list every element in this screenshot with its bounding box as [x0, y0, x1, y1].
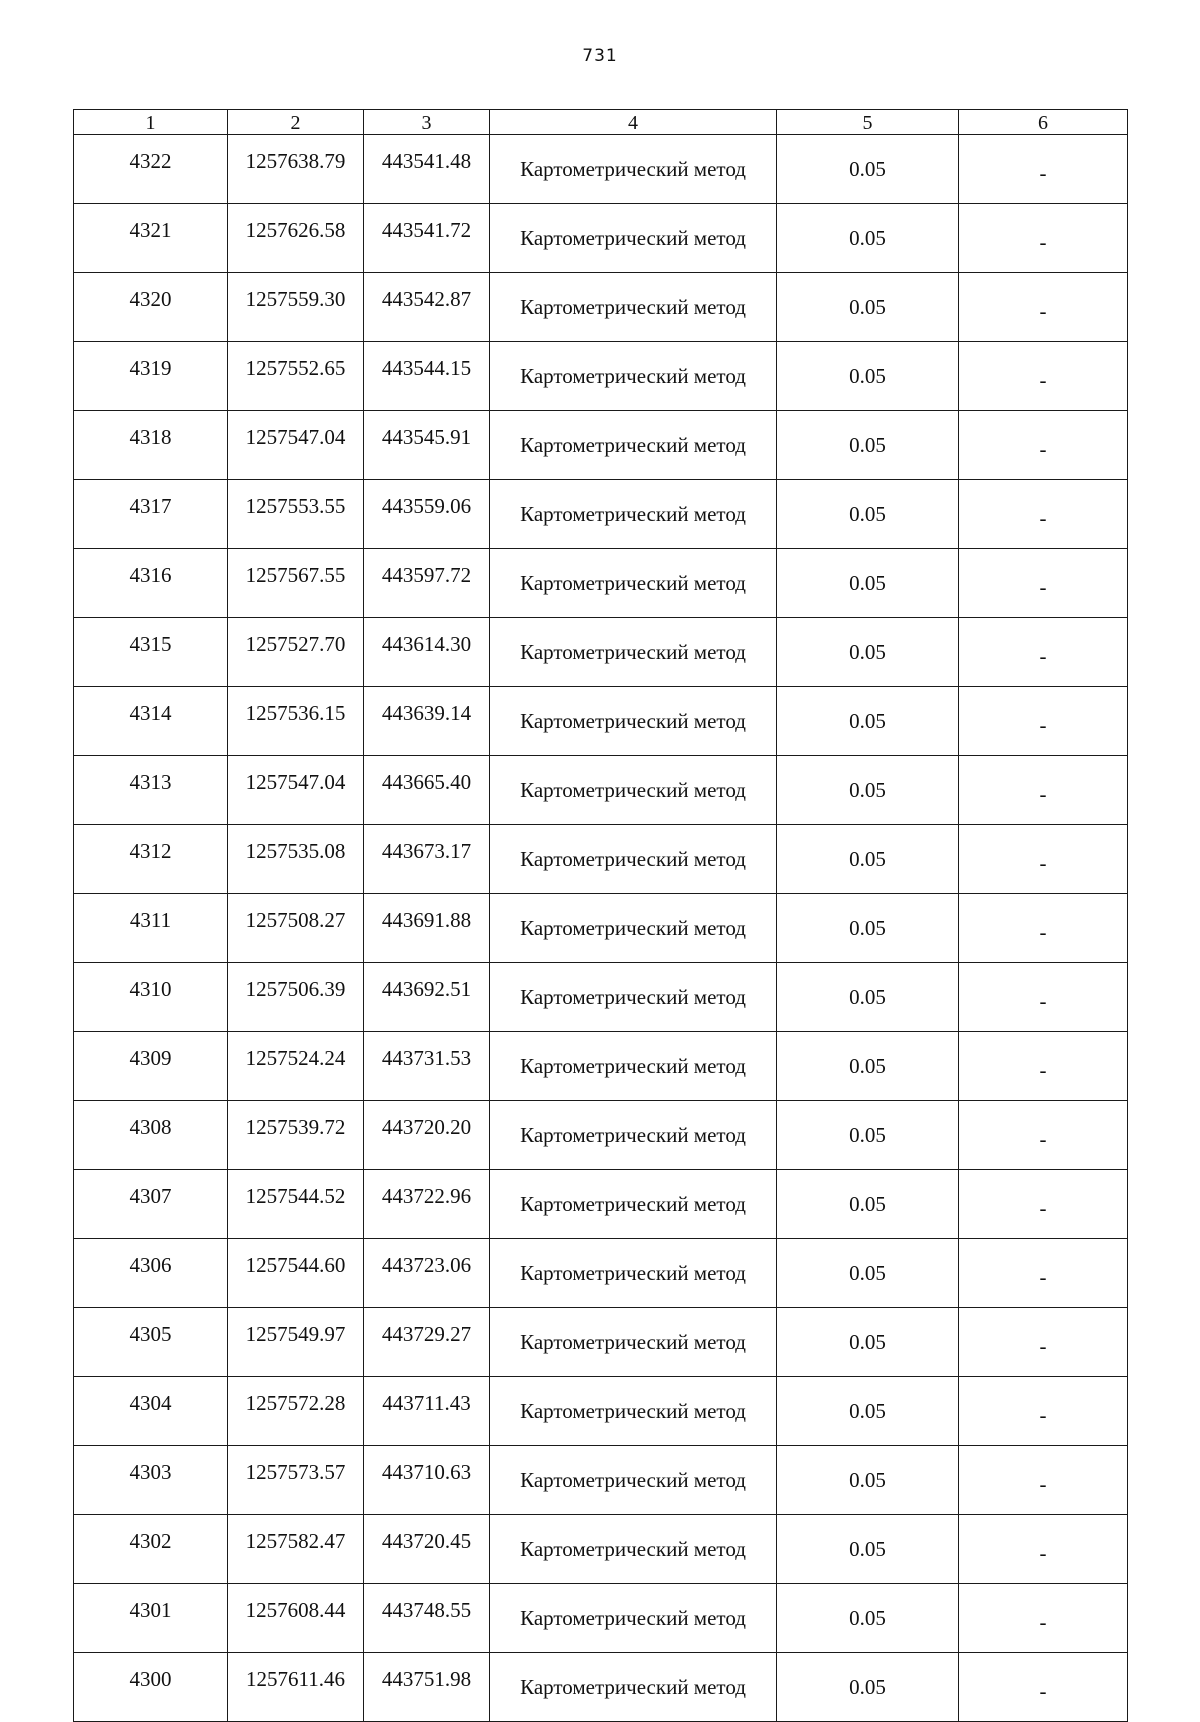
- y-coordinate-cell: 443748.55: [364, 1584, 490, 1653]
- precision-cell: 0.05: [777, 342, 959, 411]
- method-cell: Картометрический метод: [490, 894, 777, 963]
- x-coordinate-cell: 1257544.60: [228, 1239, 364, 1308]
- x-coordinate-cell: 1257608.44: [228, 1584, 364, 1653]
- point-number-cell: 4307: [74, 1170, 228, 1239]
- precision-cell: 0.05: [777, 1377, 959, 1446]
- table-row: [74, 1308, 1128, 1377]
- column-header-6: 6: [959, 110, 1128, 135]
- point-number-cell: 4315: [74, 618, 228, 687]
- table-row: [74, 1101, 1128, 1170]
- point-number-cell: 4317: [74, 480, 228, 549]
- x-coordinate-cell: 1257544.52: [228, 1170, 364, 1239]
- x-coordinate-cell: 1257553.55: [228, 480, 364, 549]
- precision-cell: 0.05: [777, 549, 959, 618]
- table-header: [74, 110, 1128, 135]
- x-coordinate-cell: 1257547.04: [228, 756, 364, 825]
- table-row: [74, 618, 1128, 687]
- table-row: [74, 135, 1128, 204]
- y-coordinate-cell: 443559.06: [364, 480, 490, 549]
- note-cell: -: [959, 411, 1128, 480]
- x-coordinate-cell: 1257547.04: [228, 411, 364, 480]
- precision-cell: 0.05: [777, 1653, 959, 1722]
- precision-cell: 0.05: [777, 687, 959, 756]
- precision-cell: 0.05: [777, 1446, 959, 1515]
- method-cell: Картометрический метод: [490, 204, 777, 273]
- method-cell: Картометрический метод: [490, 1584, 777, 1653]
- precision-cell: 0.05: [777, 273, 959, 342]
- precision-cell: 0.05: [777, 963, 959, 1032]
- y-coordinate-cell: 443544.15: [364, 342, 490, 411]
- table-row: [74, 273, 1128, 342]
- precision-cell: 0.05: [777, 204, 959, 273]
- method-cell: Картометрический метод: [490, 480, 777, 549]
- precision-cell: 0.05: [777, 825, 959, 894]
- x-coordinate-cell: 1257567.55: [228, 549, 364, 618]
- method-cell: Картометрический метод: [490, 342, 777, 411]
- y-coordinate-cell: 443673.17: [364, 825, 490, 894]
- precision-cell: 0.05: [777, 1101, 959, 1170]
- note-cell: -: [959, 1515, 1128, 1584]
- x-coordinate-cell: 1257626.58: [228, 204, 364, 273]
- point-number-cell: 4313: [74, 756, 228, 825]
- column-header-5: 5: [777, 110, 959, 135]
- point-number-cell: 4319: [74, 342, 228, 411]
- column-header-3: 3: [364, 110, 490, 135]
- note-cell: -: [959, 273, 1128, 342]
- x-coordinate-cell: 1257549.97: [228, 1308, 364, 1377]
- table-row: [74, 1446, 1128, 1515]
- x-coordinate-cell: 1257638.79: [228, 135, 364, 204]
- point-number-cell: 4305: [74, 1308, 228, 1377]
- point-number-cell: 4302: [74, 1515, 228, 1584]
- note-cell: -: [959, 1446, 1128, 1515]
- precision-cell: 0.05: [777, 1584, 959, 1653]
- note-cell: -: [959, 618, 1128, 687]
- note-cell: -: [959, 135, 1128, 204]
- point-number-cell: 4312: [74, 825, 228, 894]
- table-row: [74, 342, 1128, 411]
- x-coordinate-cell: 1257559.30: [228, 273, 364, 342]
- table-row: [74, 963, 1128, 1032]
- header-row: [74, 110, 1128, 135]
- point-number-cell: 4311: [74, 894, 228, 963]
- method-cell: Картометрический метод: [490, 1308, 777, 1377]
- method-cell: Картометрический метод: [490, 411, 777, 480]
- x-coordinate-cell: 1257572.28: [228, 1377, 364, 1446]
- note-cell: -: [959, 342, 1128, 411]
- y-coordinate-cell: 443665.40: [364, 756, 490, 825]
- method-cell: Картометрический метод: [490, 1032, 777, 1101]
- precision-cell: 0.05: [777, 1308, 959, 1377]
- x-coordinate-cell: 1257552.65: [228, 342, 364, 411]
- x-coordinate-cell: 1257527.70: [228, 618, 364, 687]
- y-coordinate-cell: 443720.45: [364, 1515, 490, 1584]
- table-row: [74, 894, 1128, 963]
- coordinates-table: [73, 109, 1128, 1722]
- point-number-cell: 4306: [74, 1239, 228, 1308]
- method-cell: Картометрический метод: [490, 1377, 777, 1446]
- table-row: [74, 1239, 1128, 1308]
- precision-cell: 0.05: [777, 894, 959, 963]
- y-coordinate-cell: 443541.48: [364, 135, 490, 204]
- point-number-cell: 4304: [74, 1377, 228, 1446]
- note-cell: -: [959, 825, 1128, 894]
- table-row: [74, 1170, 1128, 1239]
- point-number-cell: 4322: [74, 135, 228, 204]
- column-header-1: 1: [74, 110, 228, 135]
- point-number-cell: 4321: [74, 204, 228, 273]
- method-cell: Картометрический метод: [490, 825, 777, 894]
- x-coordinate-cell: 1257536.15: [228, 687, 364, 756]
- y-coordinate-cell: 443711.43: [364, 1377, 490, 1446]
- table-row: [74, 1584, 1128, 1653]
- method-cell: Картометрический метод: [490, 273, 777, 342]
- precision-cell: 0.05: [777, 756, 959, 825]
- x-coordinate-cell: 1257573.57: [228, 1446, 364, 1515]
- method-cell: Картометрический метод: [490, 1170, 777, 1239]
- note-cell: -: [959, 549, 1128, 618]
- note-cell: -: [959, 1308, 1128, 1377]
- point-number-cell: 4303: [74, 1446, 228, 1515]
- x-coordinate-cell: 1257539.72: [228, 1101, 364, 1170]
- note-cell: -: [959, 1170, 1128, 1239]
- method-cell: Картометрический метод: [490, 549, 777, 618]
- point-number-cell: 4320: [74, 273, 228, 342]
- y-coordinate-cell: 443542.87: [364, 273, 490, 342]
- point-number-cell: 4310: [74, 963, 228, 1032]
- note-cell: -: [959, 1032, 1128, 1101]
- point-number-cell: 4318: [74, 411, 228, 480]
- point-number-cell: 4308: [74, 1101, 228, 1170]
- method-cell: Картометрический метод: [490, 1239, 777, 1308]
- x-coordinate-cell: 1257506.39: [228, 963, 364, 1032]
- note-cell: -: [959, 1584, 1128, 1653]
- method-cell: Картометрический метод: [490, 1653, 777, 1722]
- table-row: [74, 1377, 1128, 1446]
- page-number: 731: [582, 46, 618, 66]
- precision-cell: 0.05: [777, 1170, 959, 1239]
- table-row: [74, 204, 1128, 273]
- precision-cell: 0.05: [777, 1515, 959, 1584]
- y-coordinate-cell: 443541.72: [364, 204, 490, 273]
- table-row: [74, 480, 1128, 549]
- precision-cell: 0.05: [777, 618, 959, 687]
- x-coordinate-cell: 1257524.24: [228, 1032, 364, 1101]
- method-cell: Картометрический метод: [490, 756, 777, 825]
- method-cell: Картометрический метод: [490, 1446, 777, 1515]
- precision-cell: 0.05: [777, 411, 959, 480]
- table-body: [74, 135, 1128, 1722]
- y-coordinate-cell: 443722.96: [364, 1170, 490, 1239]
- table-row: [74, 411, 1128, 480]
- point-number-cell: 4301: [74, 1584, 228, 1653]
- y-coordinate-cell: 443729.27: [364, 1308, 490, 1377]
- method-cell: Картометрический метод: [490, 963, 777, 1032]
- method-cell: Картометрический метод: [490, 1515, 777, 1584]
- note-cell: -: [959, 1653, 1128, 1722]
- column-header-2: 2: [228, 110, 364, 135]
- x-coordinate-cell: 1257535.08: [228, 825, 364, 894]
- method-cell: Картометрический метод: [490, 1101, 777, 1170]
- note-cell: -: [959, 894, 1128, 963]
- x-coordinate-cell: 1257582.47: [228, 1515, 364, 1584]
- point-number-cell: 4314: [74, 687, 228, 756]
- point-number-cell: 4316: [74, 549, 228, 618]
- x-coordinate-cell: 1257611.46: [228, 1653, 364, 1722]
- note-cell: -: [959, 1101, 1128, 1170]
- y-coordinate-cell: 443545.91: [364, 411, 490, 480]
- method-cell: Картометрический метод: [490, 135, 777, 204]
- table-row: [74, 756, 1128, 825]
- precision-cell: 0.05: [777, 1032, 959, 1101]
- note-cell: -: [959, 963, 1128, 1032]
- table-row: [74, 549, 1128, 618]
- y-coordinate-cell: 443751.98: [364, 1653, 490, 1722]
- table-row: [74, 1653, 1128, 1722]
- point-number-cell: 4300: [74, 1653, 228, 1722]
- y-coordinate-cell: 443597.72: [364, 549, 490, 618]
- note-cell: -: [959, 756, 1128, 825]
- method-cell: Картометрический метод: [490, 687, 777, 756]
- note-cell: -: [959, 1377, 1128, 1446]
- y-coordinate-cell: 443720.20: [364, 1101, 490, 1170]
- column-header-4: 4: [490, 110, 777, 135]
- table-row: [74, 1515, 1128, 1584]
- precision-cell: 0.05: [777, 1239, 959, 1308]
- table-row: [74, 687, 1128, 756]
- y-coordinate-cell: 443710.63: [364, 1446, 490, 1515]
- y-coordinate-cell: 443614.30: [364, 618, 490, 687]
- note-cell: -: [959, 480, 1128, 549]
- table-row: [74, 1032, 1128, 1101]
- y-coordinate-cell: 443691.88: [364, 894, 490, 963]
- precision-cell: 0.05: [777, 135, 959, 204]
- note-cell: -: [959, 687, 1128, 756]
- y-coordinate-cell: 443692.51: [364, 963, 490, 1032]
- table-row: [74, 825, 1128, 894]
- y-coordinate-cell: 443723.06: [364, 1239, 490, 1308]
- point-number-cell: 4309: [74, 1032, 228, 1101]
- method-cell: Картометрический метод: [490, 618, 777, 687]
- note-cell: -: [959, 1239, 1128, 1308]
- x-coordinate-cell: 1257508.27: [228, 894, 364, 963]
- y-coordinate-cell: 443639.14: [364, 687, 490, 756]
- y-coordinate-cell: 443731.53: [364, 1032, 490, 1101]
- precision-cell: 0.05: [777, 480, 959, 549]
- note-cell: -: [959, 204, 1128, 273]
